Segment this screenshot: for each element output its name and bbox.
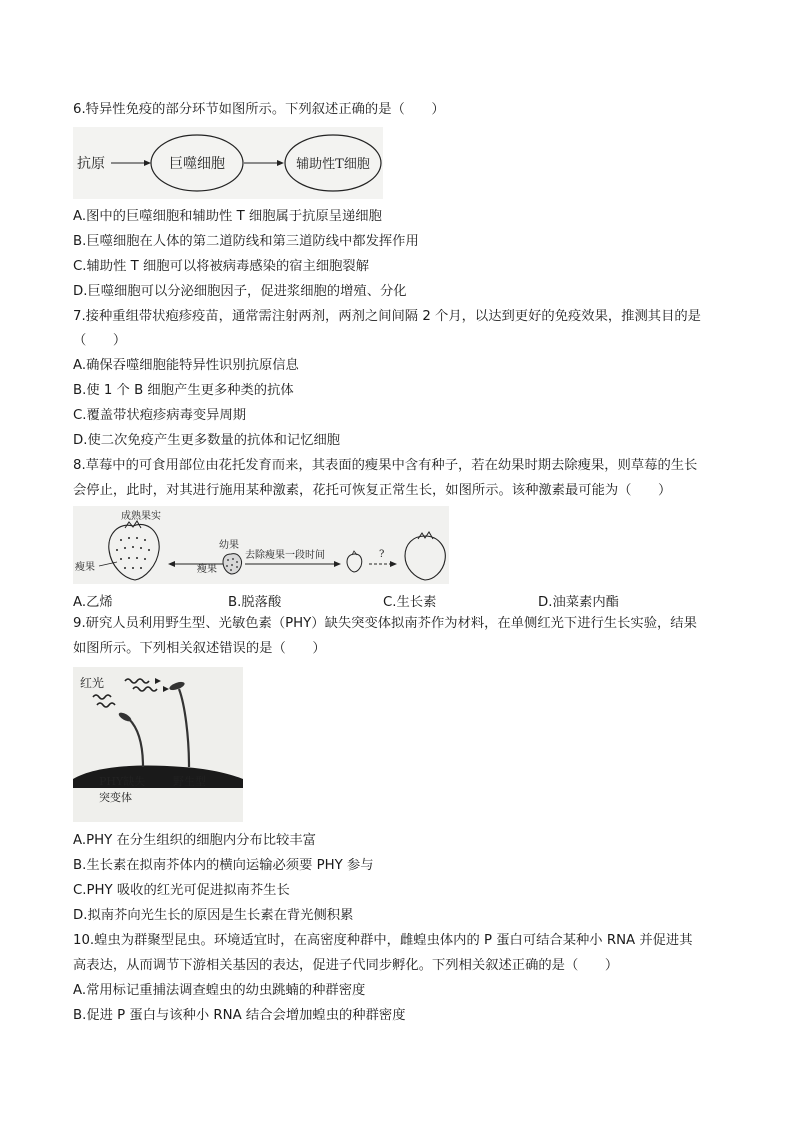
q10-option-b: B.促进 P 蛋白与该种小 RNA 结合会增加蝗虫的种群密度 (73, 1008, 406, 1023)
q8-options-row (73, 591, 753, 609)
q7-option-b: B.使 1 个 B 细胞产生更多种类的抗体 (73, 383, 294, 398)
q8-label-remove: 去除瘦果一段时间 (245, 550, 325, 561)
q7-stem-line1: 7.接种重组带状疱疹疫苗，通常需注射两剂，两剂之间间隔 2 个月，以达到更好的免疫效果，推测其目的是 (73, 309, 701, 324)
q8-label-question: ? (379, 549, 385, 560)
q8-stem-line2: 会停止，此时，对其进行施用某种激素，花托可恢复正常生长，如图所示。该种激素最可能为（ ） (73, 483, 672, 498)
q6-node-macrophage: 巨噬细胞 (169, 156, 225, 172)
q6-node-tcell: 辅助性T细胞 (296, 157, 370, 172)
q8-option-d: D.油菜素内酯 (538, 595, 619, 610)
q7-option-d: D.使二次免疫产生更多数量的抗体和记忆细胞 (73, 433, 341, 448)
q9-option-b: B.生长素在拟南芥体内的横向运输必须要 PHY 参与 (73, 858, 374, 873)
q6-node-antigen: 抗原 (77, 156, 105, 172)
q8-label-achene-left: 瘦果 (75, 562, 95, 573)
q9-label-mutant-line1: PHY缺失 (99, 775, 146, 788)
q9-label-red-light: 红光 (80, 676, 105, 690)
q10-option-a: A.常用标记重捕法调查蝗虫的幼虫跳蝻的种群密度 (73, 983, 366, 998)
q9-stem-line1: 9.研究人员利用野生型、光敏色素（PHY）缺失突变体拟南芥作为材料，在单侧红光下进行生长实验，结果 (73, 616, 697, 631)
q8-option-c: C.生长素 (383, 595, 437, 610)
q7-option-a: A.确保吞噬细胞能特异性识别抗原信息 (73, 358, 299, 373)
q7-stem-line2: （ ） (73, 333, 127, 348)
q10-stem-line2: 高表达，从而调节下游相关基因的表达，促进子代同步孵化。下列相关叙述正确的是（ ） (73, 958, 619, 973)
q6-option-a: A.图中的巨噬细胞和辅助性 T 细胞属于抗原呈递细胞 (73, 209, 382, 224)
q8-stem-line1: 8.草莓中的可食用部位由花托发育而来，其表面的瘦果中含有种子，若在幼果时期去除瘦果，则草莓的生长 (73, 458, 698, 473)
q9-label-wild: 野生型 (173, 775, 206, 788)
q9-option-d: D.拟南芥向光生长的原因是生长素在背光侧积累 (73, 908, 354, 923)
q8-option-a: A.乙烯 (73, 595, 113, 610)
q10-stem-line1: 10.蝗虫为群聚型昆虫。环境适宜时，在高密度种群中，雌蝗虫体内的 P 蛋白可结合某种小 RNA 并促进其 (73, 933, 693, 948)
q6-option-b: B.巨噬细胞在人体的第二道防线和第三道防线中都发挥作用 (73, 234, 419, 249)
q6-stem: 6.特异性免疫的部分环节如图所示。下列叙述正确的是（ ） (73, 102, 445, 117)
q8-option-b: B.脱落酸 (228, 595, 282, 610)
q8-figure (73, 506, 449, 584)
q9-option-a: A.PHY 在分生组织的细胞内分布比较丰富 (73, 833, 316, 848)
q6-figure (73, 127, 383, 199)
q8-young-fruit-icon (223, 554, 242, 574)
q9-option-c: C.PHY 吸收的红光可促进拟南芥生长 (73, 883, 290, 898)
q8-label-young: 幼果 (219, 540, 239, 551)
q6-option-c: C.辅助性 T 细胞可以将被病毒感染的宿主细胞裂解 (73, 259, 370, 274)
q9-stem-line2: 如图所示。下列相关叙述错误的是（ ） (73, 641, 326, 656)
q9-figure (73, 667, 243, 822)
q8-label-achene-mid: 瘦果 (197, 564, 217, 575)
q7-option-c: C.覆盖带状疱疹病毒变异周期 (73, 408, 247, 423)
q9-label-mutant-line2: 突变体 (99, 791, 132, 804)
q6-option-d: D.巨噬细胞可以分泌细胞因子，促进浆细胞的增殖、分化 (73, 284, 407, 299)
q8-label-mature: 成熟果实 (121, 511, 161, 522)
